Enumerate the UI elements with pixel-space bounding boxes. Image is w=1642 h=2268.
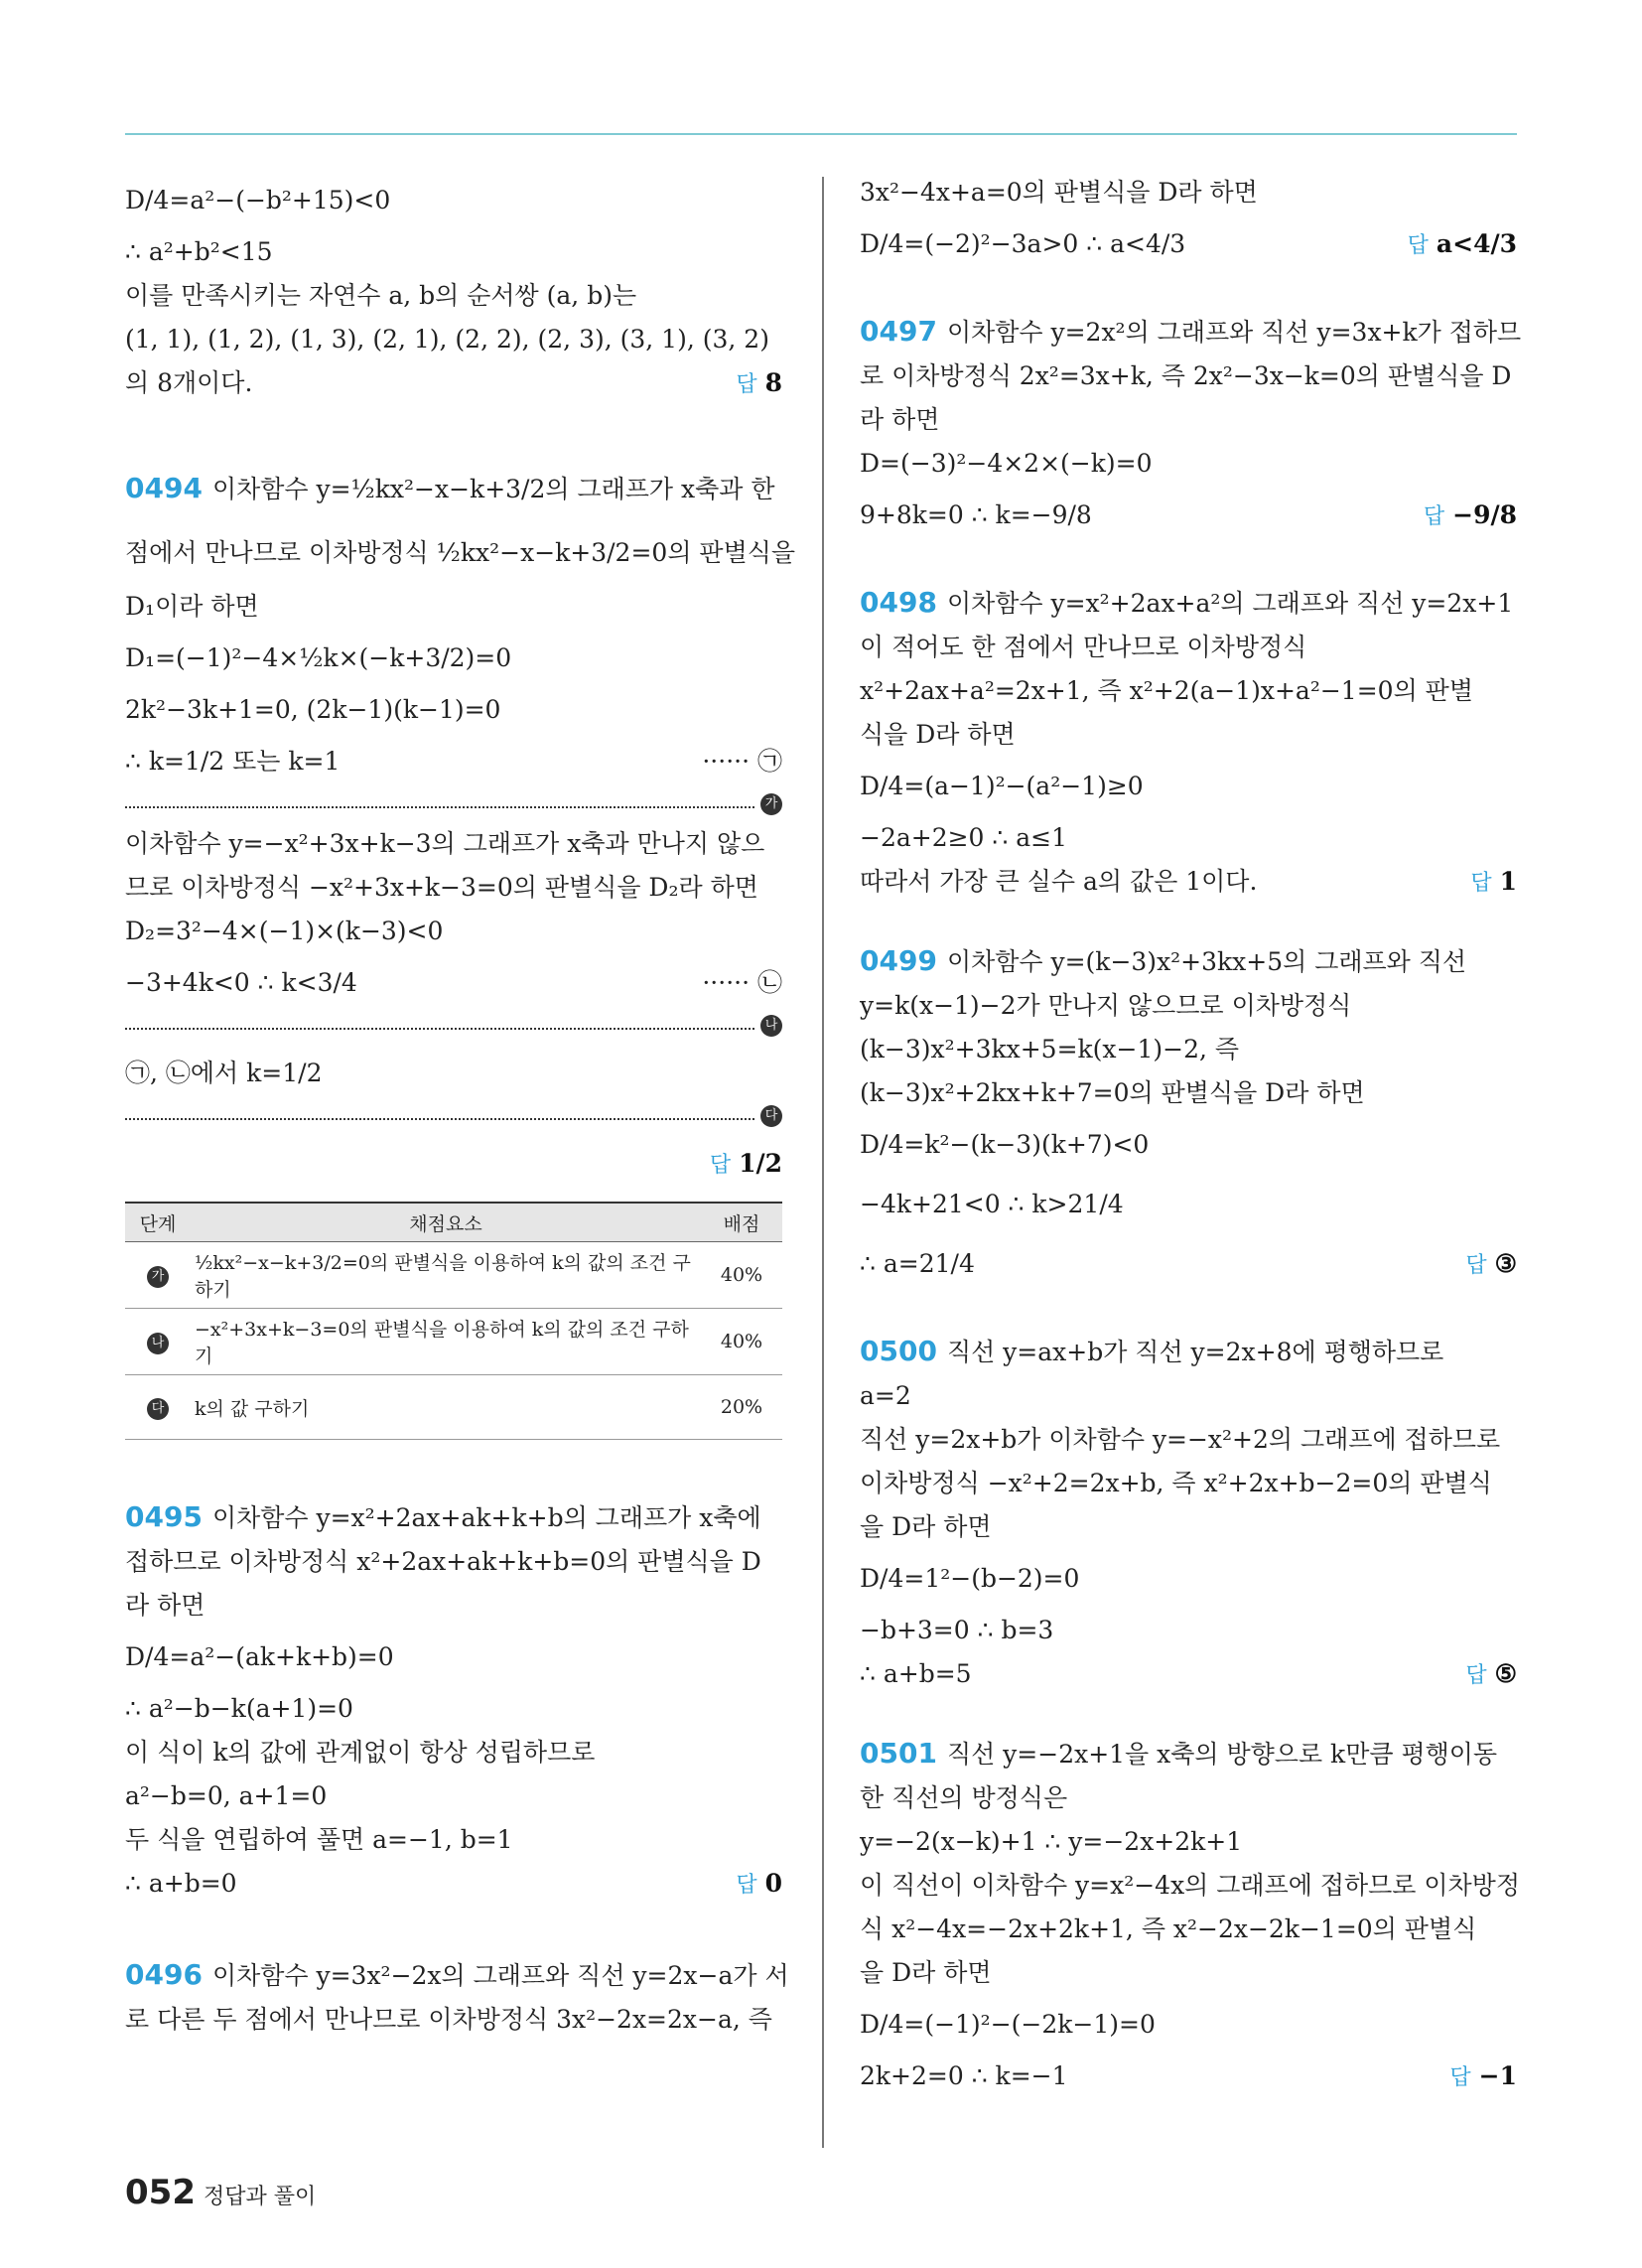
- problem-498-line: [860, 860, 1517, 904]
- problem-494-line: 므로 이차방정식 −x²+3x+k−3=0의 판별식을 D₂라 하면: [125, 873, 758, 902]
- answer: [1449, 2055, 1517, 2100]
- answer-row: [125, 1134, 782, 1194]
- answer-value: 0: [764, 1869, 782, 1898]
- table-row: [125, 1309, 782, 1375]
- problem-500-line: [860, 1330, 1517, 1374]
- problem-495-line: 이 식이 k의 값에 관계없이 항상 성립하므로: [125, 1738, 596, 1767]
- problem-text: ∴ a=21/4: [860, 1249, 975, 1278]
- problem-494-line: [125, 732, 782, 791]
- problem-500-line: D/4=1²−(b−2)=0: [860, 1564, 1080, 1593]
- step-badge: 나: [760, 1015, 782, 1037]
- answer-value: −1: [1478, 2061, 1517, 2090]
- table-cell: ½kx²−x−k+3/2=0의 판별식을 이용하여 k의 값의 조건 구하기: [191, 1242, 701, 1309]
- answer-value: 8: [764, 368, 782, 397]
- problem-499-line: D/4=k²−(k−3)(k+7)<0: [860, 1130, 1150, 1159]
- answer-value: ③: [1494, 1249, 1517, 1278]
- problem-495-line: [125, 1862, 782, 1906]
- answer: [1465, 1234, 1517, 1296]
- problem-500-line: [860, 1652, 1517, 1696]
- problem-text: 2k+2=0 ∴ k=−1: [860, 2061, 1068, 2090]
- step-badge: 가: [760, 793, 782, 815]
- step-divider: [125, 796, 778, 811]
- top-rule: [125, 133, 1517, 135]
- answer: [1424, 486, 1517, 547]
- problem-501-line: [860, 2055, 1517, 2098]
- problem-497-line: 라 하면: [860, 405, 940, 434]
- problem-text: 이차함수 y=x²+2ax+a²의 그래프와 직선 y=2x+1: [946, 589, 1514, 618]
- problem-494-line: [125, 953, 782, 1013]
- answer-label: 답: [1449, 2065, 1471, 2090]
- answer-label: 답: [1407, 233, 1429, 258]
- problem-499-line: [860, 939, 1517, 984]
- problem-499-line: (k−3)x²+2kx+k+7=0의 판별식을 D라 하면: [860, 1078, 1365, 1107]
- problem-498-line: 식을 D라 하면: [860, 720, 1016, 749]
- problem-text: 직선 y=ax+b가 직선 y=2x+8에 평행하므로: [946, 1338, 1444, 1366]
- problem-text: 이차함수 y=x²+2ax+ak+k+b의 그래프가 x축에: [211, 1503, 761, 1532]
- intro-line: (1, 1), (1, 2), (1, 3), (2, 1), (2, 2), (2, 3), (3, 1), (3, 2): [125, 325, 769, 354]
- footer-label: 정답과 풀이: [203, 2185, 317, 2209]
- answer: [736, 361, 782, 407]
- problem-number: 0495: [125, 1500, 203, 1533]
- answer: [1465, 1652, 1517, 1698]
- intro-line: [125, 361, 782, 405]
- problem-494-line: [125, 457, 782, 521]
- problem-498-line: 이 적어도 한 점에서 만나므로 이차방정식: [860, 633, 1307, 661]
- problem-number: 0498: [860, 586, 937, 619]
- grading-table: [125, 1202, 782, 1440]
- column-divider: [822, 177, 824, 2148]
- problem-497-line: [860, 310, 1522, 354]
- problem-501-line: 식 x²−4x=−2x+2k+1, 즉 x²−2x−2k−1=0의 판별식: [860, 1914, 1477, 1943]
- problem-number: 0494: [125, 472, 203, 504]
- problem-text: ∴ k=1/2 또는 k=1: [125, 747, 341, 776]
- problem-text: 이차함수 y=2x²의 그래프와 직선 y=3x+k가 접하므: [946, 318, 1522, 347]
- problem-495-line: [125, 1495, 782, 1540]
- problem-text: 9+8k=0 ∴ k=−9/8: [860, 500, 1092, 529]
- problem-501-line: 이 직선이 이차함수 y=x²−4x의 그래프에 접하므로 이차방정: [860, 1871, 1520, 1900]
- problem-number: 0499: [860, 944, 937, 977]
- table-cell: 40%: [701, 1309, 782, 1375]
- problem-495-line: a²−b=0, a+1=0: [125, 1781, 328, 1810]
- problem-494-line: 이차함수 y=−x²+3x+k−3의 그래프가 x축과 만나지 않으: [125, 829, 765, 858]
- table-cell: −x²+3x+k−3=0의 판별식을 이용하여 k의 값의 조건 구하기: [191, 1309, 701, 1375]
- problem-text: 직선 y=−2x+1을 x축의 방향으로 k만큼 평행이동: [946, 1740, 1498, 1769]
- problem-494-line: 2k²−3k+1=0, (2k−1)(k−1)=0: [125, 695, 501, 724]
- problem-494-line: 점에서 만나므로 이차방정식 ½kx²−x−k+3/2=0의 판별식을: [125, 538, 796, 567]
- problem-text: 이차함수 y=½kx²−x−k+3/2의 그래프가 x축과 한: [211, 475, 775, 503]
- problem-497-line: D=(−3)²−4×2×(−k)=0: [860, 449, 1153, 478]
- problem-497-line: 로 이차방정식 2x²=3x+k, 즉 2x²−3x−k=0의 판별식을 D: [860, 361, 1512, 390]
- intro-line: D/4=a²−(−b²+15)<0: [125, 186, 391, 214]
- problem-496-cont-line: [860, 214, 1517, 274]
- problem-495-line: ∴ a²−b−k(a+1)=0: [125, 1694, 353, 1723]
- problem-500-line: 이차방정식 −x²+2=2x+b, 즉 x²+2x+b−2=0의 판별식: [860, 1469, 1492, 1497]
- problem-495-line: 두 식을 연립하여 풀면 a=−1, b=1: [125, 1825, 513, 1854]
- problem-500-line: −b+3=0 ∴ b=3: [860, 1616, 1054, 1644]
- problem-494-line: D₁=(−1)²−4×½k×(−k+3/2)=0: [125, 643, 512, 672]
- problem-499-line: (k−3)x²+3kx+5=k(x−1)−2, 즉: [860, 1035, 1240, 1063]
- problem-501-line: D/4=(−1)²−(−2k−1)=0: [860, 2010, 1156, 2039]
- step-divider: [125, 1018, 778, 1033]
- answer-label: 답: [709, 1153, 732, 1178]
- problem-498-line: −2a+2≥0 ∴ a≤1: [860, 823, 1068, 852]
- problem-496-line: 로 다른 두 점에서 만나므로 이차방정식 3x²−2x=2x−a, 즉: [125, 2005, 772, 2034]
- problem-495-line: D/4=a²−(ak+k+b)=0: [125, 1642, 394, 1671]
- problem-number: 0497: [860, 315, 937, 348]
- answer: [710, 1134, 782, 1196]
- problem-498-line: D/4=(a−1)²−(a²−1)≥0: [860, 772, 1144, 800]
- answer: [736, 1862, 782, 1908]
- page-number: 052: [125, 2173, 196, 2212]
- table-cell: k의 값 구하기: [191, 1375, 701, 1440]
- problem-number: 0501: [860, 1737, 937, 1770]
- problem-495-line: 라 하면: [125, 1591, 205, 1620]
- problem-499-line: [860, 1234, 1517, 1294]
- table-header: 단계: [125, 1203, 191, 1242]
- table-cell: 40%: [701, 1242, 782, 1309]
- problem-number: 0500: [860, 1335, 937, 1367]
- table-row: [125, 1375, 782, 1440]
- problem-495-line: 접하므로 이차방정식 x²+2ax+ak+k+b=0의 판별식을 D: [125, 1547, 761, 1576]
- problem-494-line: ㉠, ㉡에서 k=1/2: [125, 1059, 323, 1087]
- page-footer: [125, 2173, 316, 2212]
- answer-value: ⑤: [1494, 1659, 1517, 1688]
- answer: [1470, 860, 1517, 906]
- answer-label: 답: [1465, 1663, 1487, 1688]
- step-badge: 나: [147, 1333, 169, 1354]
- problem-501-line: 한 직선의 방정식은: [860, 1783, 1068, 1812]
- problem-text: D/4=(−2)²−3a>0 ∴ a<4/3: [860, 229, 1186, 258]
- intro-text: 의 8개이다.: [125, 368, 253, 397]
- answer-value: −9/8: [1452, 500, 1517, 529]
- problem-501-line: 을 D라 하면: [860, 1958, 992, 1987]
- problem-500-line: 직선 y=2x+b가 이차함수 y=−x²+2의 그래프에 접하므로: [860, 1425, 1501, 1454]
- answer-label: 답: [736, 1873, 757, 1898]
- problem-text: 이차함수 y=3x²−2x의 그래프와 직선 y=2x−a가 서: [211, 1961, 789, 1990]
- answer-label: 답: [1423, 504, 1445, 529]
- problem-498-line: [860, 581, 1517, 626]
- problem-499-line: y=k(x−1)−2가 만나지 않으므로 이차방정식: [860, 991, 1352, 1020]
- answer-label: 답: [1470, 871, 1492, 896]
- problem-500-line: 을 D라 하면: [860, 1512, 992, 1541]
- problem-497-line: [860, 486, 1517, 545]
- answer-label: 답: [1465, 1253, 1487, 1278]
- problem-501-line: [860, 1732, 1517, 1776]
- left-column: [125, 171, 796, 2042]
- intro-line: 이를 만족시키는 자연수 a, b의 순서쌍 (a, b)는: [125, 281, 637, 310]
- problem-text: 이차함수 y=(k−3)x²+3kx+5의 그래프와 직선: [946, 947, 1467, 976]
- table-cell: 20%: [701, 1375, 782, 1440]
- marker: ······ ㉠: [702, 747, 782, 776]
- problem-500-line: a=2: [860, 1381, 911, 1410]
- problem-494-line: D₁이라 하면: [125, 592, 259, 621]
- problem-498-line: x²+2ax+a²=2x+1, 즉 x²+2(a−1)x+a²−1=0의 판별: [860, 676, 1473, 705]
- problem-501-line: y=−2(x−k)+1 ∴ y=−2x+2k+1: [860, 1827, 1243, 1856]
- problem-text: ∴ a+b=0: [125, 1869, 237, 1898]
- answer: [1408, 214, 1517, 276]
- problem-496-cont-line: 3x²−4x+a=0의 판별식을 D라 하면: [860, 178, 1258, 207]
- right-column: [860, 171, 1522, 2098]
- marker: ······ ㉡: [702, 968, 782, 997]
- step-badge: 다: [760, 1105, 782, 1127]
- problem-number: 0496: [125, 1958, 203, 1991]
- problem-494-line: D₂=3²−4×(−1)×(k−3)<0: [125, 917, 444, 945]
- step-badge: 가: [147, 1266, 169, 1288]
- answer-label: 답: [736, 372, 757, 397]
- step-badge: 다: [147, 1398, 169, 1420]
- table-row: [125, 1242, 782, 1309]
- problem-text: 따라서 가장 큰 실수 a의 값은 1이다.: [860, 867, 1258, 896]
- answer-value: 1/2: [739, 1149, 782, 1178]
- problem-text: −3+4k<0 ∴ k<3/4: [125, 968, 357, 997]
- intro-line: ∴ a²+b²<15: [125, 237, 273, 266]
- problem-text: ∴ a+b=5: [860, 1659, 972, 1688]
- step-divider: [125, 1108, 778, 1123]
- problem-496-line: [125, 1953, 789, 1998]
- answer-value: 1: [1499, 867, 1517, 896]
- problem-499-line: −4k+21<0 ∴ k>21/4: [860, 1190, 1124, 1218]
- table-header: 채점요소: [191, 1203, 701, 1242]
- table-header: 배점: [701, 1203, 782, 1242]
- answer-value: a<4/3: [1436, 229, 1517, 258]
